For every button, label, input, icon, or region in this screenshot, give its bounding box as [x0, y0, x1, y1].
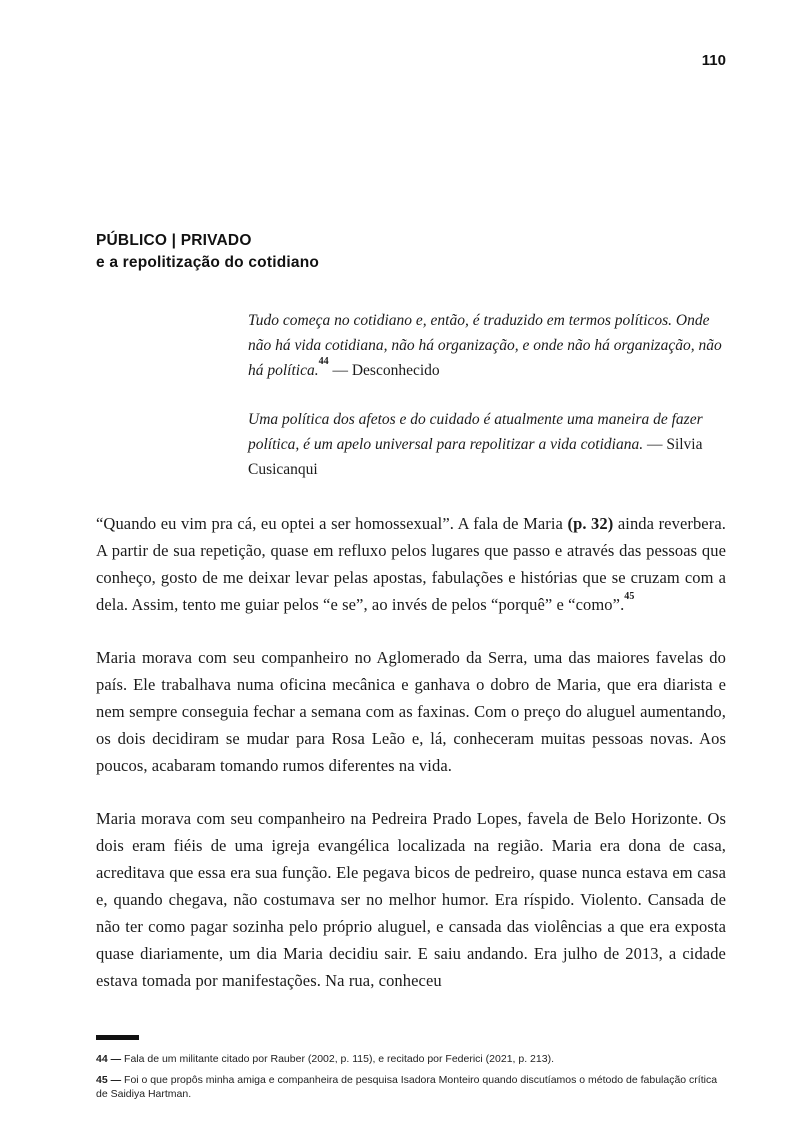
paragraph-1 [96, 510, 726, 618]
footnote-45-text: Foi o que propôs minha amiga e companheira de pesquisa Isadora Monteiro quando discutíamos o método de fabulação crítica de Saidiya Hartman. [96, 1074, 718, 1100]
epigraph-quote-2 [248, 407, 722, 482]
paragraph-3-text: Maria morava com seu companheiro na Pedreira Prado Lopes, favela de Belo Horizonte. Os dois eram fiéis de uma igreja evangélica localizada na região. Maria era dona de casa, acreditava que essa era sua função. Ele pegava bicos de pedreiro, quase nunca estava em casa e, quando chegava, não costumava ser no melhor humor. Era ríspido. Violento. Cansada de não ter como pagar sozinha pelo próprio aluguel, e cansada das violências a que era exposta quase diariamente, um dia Maria decidiu sair. E saiu andando. Era julho de 2013, a cidade estava tomada por manifestações. Na rua, conheceu [96, 809, 726, 990]
paragraph-2-text: Maria morava com seu companheiro no Aglomerado da Serra, uma das maiores favelas do país. Ele trabalhava numa oficina mecânica e ganhava o dobro de Maria, que era diarista e nem sempre conseguia fechar a semana com as faxinas. Com o preço do aluguel aumentando, os dois decidiram se mudar para Rosa Leão e, lá, conheceram muitas pessoas novas. Aos poucos, acabaram tomando rumos diferentes na vida. [96, 648, 726, 775]
footnotes-section [96, 1035, 726, 1101]
quote-2-attribution: — Silvia Cusicanqui [248, 436, 703, 478]
footnote-44 [96, 1052, 726, 1066]
heading-line-1: PÚBLICO | PRIVADO [96, 232, 252, 249]
footnote-44-label: 44 — [96, 1053, 122, 1065]
footnote-divider [96, 1035, 139, 1040]
footnote-44-text: Fala de um militante citado por Rauber (2002, p. 115), e recitado por Federici (2021, p. 213). [121, 1053, 554, 1065]
paragraph-1-text-pre: “Quando eu vim pra cá, eu optei a ser homossexual”. A fala de Maria [96, 514, 568, 533]
footnote-ref-44: 44 [318, 356, 329, 368]
page-header [96, 52, 726, 70]
heading-line-2: e a repolitização do cotidiano [96, 254, 320, 271]
page-reference-bold: (p. 32) [567, 514, 614, 533]
paragraph-3 [96, 805, 726, 994]
quote-1-text: Tudo começa no cotidiano e, então, é traduzido em termos políticos. Onde não há vida cotidiana, não há organização, e onde não há organização, não há política. [248, 312, 722, 379]
page-number: 110 [701, 52, 726, 69]
epigraph-quote-1 [248, 308, 722, 383]
quote-2-text: Uma política dos afetos e do cuidado é atualmente uma maneira de fazer política, é um apelo universal para repolitizar a vida cotidiana. [248, 411, 703, 453]
paragraph-2 [96, 644, 726, 779]
footnote-ref-45: 45 [624, 591, 635, 602]
paragraph-1-text-post: ainda reverbera. A partir de sua repetição, quase em refluxo pelos lugares que passo e através das pessoas que conheço, gosto de me deixar levar pelas apostas, fabulações e histórias que se cruzam com a dela. Assim, tento me guiar pelos “e se”, ao invés de pelos “porquê” e “como”. [96, 514, 726, 614]
quote-1-attribution: — Desconhecido [328, 362, 440, 379]
footnote-45-label: 45 — [96, 1074, 122, 1086]
body-text [96, 510, 726, 994]
footnote-45 [96, 1073, 726, 1101]
chapter-heading [96, 230, 726, 274]
